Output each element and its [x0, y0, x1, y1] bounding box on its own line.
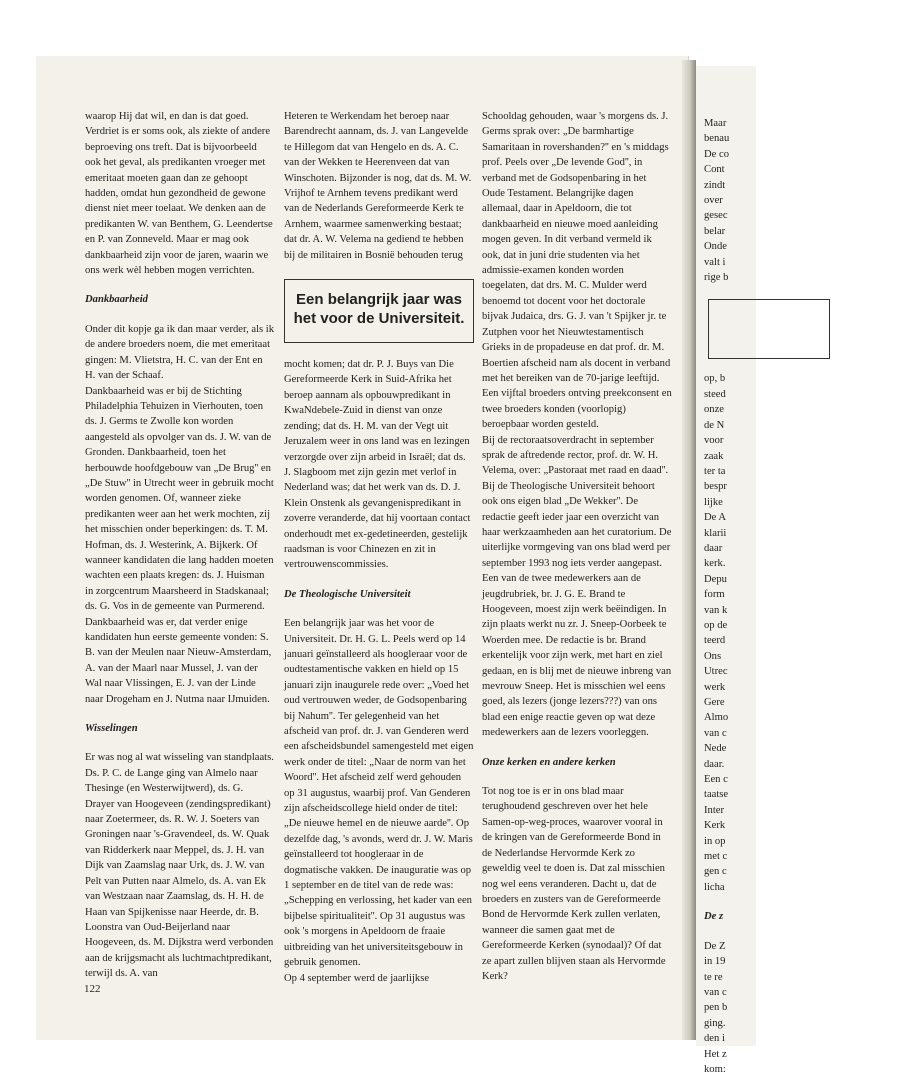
paragraph: Bij de Theologische Universiteit behoort ook ons eigen blad „De Wekker''. De redactie geeft ieder jaar een overzicht van haar werkzaamheden aan het curatorium. De uiterlijke vormgeving van ons blad werd per september 1993 nog iets verder aangepast. Een van de twee medewerkers aan de jeugdrubriek, br. J. G. E. Brand te Hoogeveen, moest zijn werk beëindigen. In zijn plaats werkt nu zr. J. Sneep-Oorbeek te Woerden mee. De redactie is br. Brand erkentelijk voor zijn werk, met hart en ziel gedaan, en is blij met de nieuwe inbreng van mevrouw Sneep. Het is misschien wel eens goed, als lezers (jonge lezers???) van ons blad een enige reactie geven op wat deze medewerkers aan de lezers voorleggen.	[482, 480, 672, 739]
next-page-line: met c	[704, 851, 728, 863]
page-number: 122	[84, 983, 101, 995]
paragraph: Dankbaarheid was er, dat verder enige kandidaten hun eerste gemeente vonden: S. B. van der Meulen naar Nieuw-Amsterdam, A. van der Maarl naar Mussel, J. van der Wal naar Vlissingen, E. J. van der Linde naar Drogeham en J. Nutma naar IJmuiden.	[85, 616, 272, 705]
paragraph: Heteren te Werkendam het beroep naar Barendrecht aannam, ds. J. van Langevelde te Hillegom dat van Hengelo en ds. A. C. van der Wekken te Heerenveen dat van Winschoten. Bijzonder is nog, dat ds. M. W. Vrijhof te Arnhem tevens predikant werd van de Nederlands Gereformeerde Kerk te Arnhem, waarmee samenwerking bestaat; dat dr. A. W. Velema na gediend te hebben bij de militairen in Bosnië behouden terug	[284, 111, 472, 261]
next-page-line: daar	[704, 542, 723, 554]
next-page-line: De A	[704, 512, 727, 524]
paragraph: Bij de rectoraatsoverdracht in september sprak de aftredende rector, prof. dr. W. H. Velema, over: „Pastoraat met raad en daad''.	[482, 434, 669, 477]
section-heading: Wisselingen	[85, 723, 138, 735]
next-page-line: steed	[704, 388, 726, 400]
next-page-line: in 19	[704, 956, 726, 968]
paragraph: Tot nog toe is er in ons blad maar terughoudend geschreven over het hele Samen-op-weg-proces, waarover vooral in de kringen van de Gereformeerde Bond in de Nederlandse Hervormde Kerk zo geweldig veel te doen is. Dat zal misschien nog wel eens veranderen. Dacht u, dat de broeders en zusters van de Gereformeerde Bond de Hervormde Kerk zullen verlaten, wanneer die samen gaat met de Gereformeerde Kerken (synodaal)? Of dat ze apart zullen blijven staan als Hervormde Kerk?	[482, 786, 666, 982]
next-page-line: werk	[704, 681, 726, 693]
next-page-line: van c	[704, 727, 727, 739]
next-page-line: Het z	[704, 1048, 727, 1060]
next-page-line: rige b	[704, 272, 729, 284]
paragraph: Een belangrijk jaar was het voor de Universiteit. Dr. H. G. L. Peels werd op 14 januari geïnstalleerd als hoogleraar voor de oudtestamentische vakken en hield op 15 januari zijn inaugurele rede over: „Voed het oud vertrouwen weder, de Godsopenbaring bij Nahum''. Ter gelegenheid van het afscheid van prof. dr. J. van Genderen werd een afscheidsbundel samengesteld met eigen werk onder de titel: „Naar de norm van het Woord''. Het afscheid zelf werd gehouden op 31 augustus, waarbij prof. Van Genderen zijn afscheidscollege hield onder de titel: „De nieuwe hemel en de nieuwe aarde''. Op dezelfde dag, 's avonds, werd dr. J. W. Maris geïnstalleerd tot hoogleraar in de dogmatische vakken. De inauguratie was op 1 september en de titel van de rede was: „Schepping en verlossing, het kader van een bijbelse spiritualiteit''. Op 31 augustus was ook 's morgens in Apeldoorn de fraaie uitbreiding van het universiteitsgebouw in gebruik genomen.	[284, 618, 474, 969]
next-page-line: belar	[704, 225, 726, 237]
paragraph: Er was nog al wat wisseling van standplaats.	[85, 752, 274, 764]
next-page-line: bespr	[704, 481, 727, 493]
next-page-line: De Z	[704, 940, 726, 952]
next-page-line: op, b	[704, 373, 726, 385]
next-page-line: op de	[704, 619, 728, 631]
next-page-line: valt i	[704, 256, 726, 268]
next-page-line: De co	[704, 148, 729, 160]
next-page-line: Utrec	[704, 666, 728, 678]
next-page-edge	[696, 66, 756, 1075]
next-page-line: Kerk	[704, 820, 726, 832]
next-page-line: zaak	[704, 450, 724, 462]
next-page-line: licha	[704, 881, 725, 893]
next-page-line: ging.	[704, 1017, 726, 1029]
paragraph: mocht komen; dat dr. P. J. Buys van Die Gereformeerde Kerk in Suid-Afrika het beroep aannam als opbouwpredikant in KwaNdebele-Zuid in dienst van onze zending; dat ds. H. M. van der Vegt uit Jeruzalem weer in ons land was en lezingen verzorgde over zijn arbeid in Israël; dat ds. J. Slagboom met zijn gezin met verlof in Nederland was; dat het werk van ds. D. J. Klein Onstenk als gevangenispredikant in zoverre veranderde, dat hij voortaan contact onderhoudt met ex-gedetineerden, gestelijk raadsman is voor Chinezen en zit in vertrouwenscommissies.	[284, 359, 471, 571]
paragraph: Ds. P. C. de Lange ging van Almelo naar Thesinge (en Westerwijtwerd), ds. G. Drayer van Hoogeveen (zendingspredikant) naar Zoetermeer, ds. R. W. J. Soeters van Groningen naar 's-Gravendeel, ds. W. Quak van Ridderkerk naar Meppel, ds. J. H. van Dijk van Zaamslag naar Urk, ds. J. W. van Pelt van Putten naar Almelo, ds. A. van Ek van Westzaan naar Zaamslag, ds. H. H. de Haan van Spijkenisse naar Heerde, dr. B. Loonstra van Oud-Beijerland naar Hoogeveen, ds. M. Dijkstra werd verbonden aan de krijgsmacht als luchtmachtpredikant, terwijl ds. A. van	[85, 767, 274, 980]
next-page-line: Depu	[704, 573, 727, 585]
next-page-line: Almo	[704, 712, 729, 724]
text-column-3	[482, 109, 672, 984]
next-page-bottom-lines	[704, 939, 904, 1077]
next-page-line: Inter	[704, 804, 724, 816]
paragraph: Onder dit kopje ga ik dan maar verder, als ik de andere broeders noem, die met emeritaat gingen: M. Vlietstra, H. C. van der Ent en H. van der Schaaf.	[85, 323, 275, 382]
next-page-heading: De z	[704, 911, 724, 923]
next-page-line: Gere	[704, 697, 725, 708]
pullquote-box: Een belangrijk jaar was het voor de Universiteit.	[284, 279, 474, 343]
next-page-line: Ons	[704, 650, 722, 662]
page-gutter	[682, 60, 696, 1040]
next-page-line: benau	[704, 133, 730, 145]
next-page-line: pen b	[704, 1002, 728, 1014]
next-page-line: voor	[704, 435, 724, 447]
next-page-line: den i	[704, 1033, 725, 1045]
next-page-line: in op	[704, 835, 726, 847]
next-page-line: van k	[704, 604, 728, 616]
next-page-line: form	[704, 589, 725, 601]
next-page-line: Een c	[704, 774, 728, 786]
next-page-line: gen c	[704, 866, 727, 878]
paragraph: Schooldag gehouden, waar 's morgens ds. J. Germs sprak over: „De barmhartige Samaritaan in rovershanden?'' en 's middags prof. Peels over „De levende God'', in verband met de Godsopenbaring in het Oude Testament. Belangrijke dagen allemaal, daar in Apeldoorn, die tot dankbaarheid en nieuwe moed aanleiding mogen geven. In dit verband vermeld ik ook, dat in juni drie studenten via het admissie-examen konden worden toegelaten, dat drs. M. C. Mulder werd benoemd tot docent voor het doctorale bijvak Judaica, drs. G. J. van 't Spijker jr. te Zutphen voor het Nieuwtestamentisch Grieks in de propadeuse en dat prof. dr. M. Boertien afscheid nam als docent in verband met het bereiken van de 70-jarige leeftijd. Een vijftal broeders ontving preekconsent en twee broeders konden (voorlopig) beroepbaar worden gesteld.	[482, 111, 672, 431]
next-page-line: daar.	[704, 758, 725, 770]
next-page-line: kerk.	[704, 558, 726, 570]
next-page-line: te re	[704, 971, 723, 983]
next-page-line: Cont	[704, 164, 725, 176]
next-page-line: de N	[704, 419, 725, 431]
next-page-line: Onde	[704, 241, 727, 253]
paragraph: waarop Hij dat wil, en dan is dat goed. Verdriet is er soms ook, als ziekte of andere beproeving ons treft. Dat is bijvoorbeeld ook het geval, als predikanten vroeger met emeritaat moeten gaan dan ze gehoopt hadden, omdat hun gezondheid de gewone dienst niet meer toelaat. We denken aan de predikanten W. van Benthem, G. Leendertse en P. van Zonneveld. Maar er mag ook dankbaarheid zijn voor de jaren, waarin we ons werk wèl hebben mogen verrichten.	[85, 111, 273, 277]
next-page-line: onze	[704, 404, 724, 416]
next-page-line: kom:	[704, 1063, 726, 1075]
next-page-line: Maar	[704, 118, 727, 129]
section-heading: Onze kerken en andere kerken	[482, 756, 616, 768]
next-page-middle-lines	[704, 371, 904, 895]
paragraph: Dankbaarheid was er bij de Stichting Philadelphia Tehuizen in Vierhouten, toen ds. J. Germs te Zwolle kon worden aangesteld als opvolger van ds. J. W. van de Gronden. Dankbaarheid, toen het herbouwde hoofdgebouw van „De Brug'' en „De Stuw'' in Utrecht weer in gebruik mocht worden genomen. Of, wanneer zieke predikanten weer aan het werk mochten, zij het misschien onder beperkingen: ds. T. M. Hofman, ds. J. Westerink, A. Bijkerk. Of wanneer kandidaten die lang hadden moeten wachten een plaats kregen: ds. J. Huisman in zorgcentrum Maarsheerd in Stadskanaal; ds. G. Vos in de gemeente van Purmerend.	[85, 385, 274, 613]
next-page-top-lines	[704, 116, 904, 285]
next-page-line: over	[704, 195, 723, 207]
paragraph: Op 4 september werd de jaarlijkse	[284, 972, 430, 984]
section-heading: Dankbaarheid	[85, 294, 148, 306]
text-column-2	[284, 109, 474, 986]
next-page-line: klarii	[704, 527, 727, 539]
next-page-line: gesec	[704, 210, 728, 222]
section-heading: De Theologische Universiteit	[284, 588, 411, 600]
next-page-line: lijke	[704, 496, 723, 508]
next-page-line: zindt	[704, 179, 726, 191]
next-page-column	[704, 116, 904, 1077]
next-page-line: Nede	[704, 743, 727, 755]
text-column-1	[85, 109, 275, 982]
next-page-line: ter ta	[704, 465, 726, 477]
next-page-line: taatse	[704, 789, 729, 801]
next-page-pullquote-box	[708, 299, 830, 359]
next-page-line: teerd	[704, 635, 726, 647]
next-page-line: van c	[704, 986, 727, 998]
